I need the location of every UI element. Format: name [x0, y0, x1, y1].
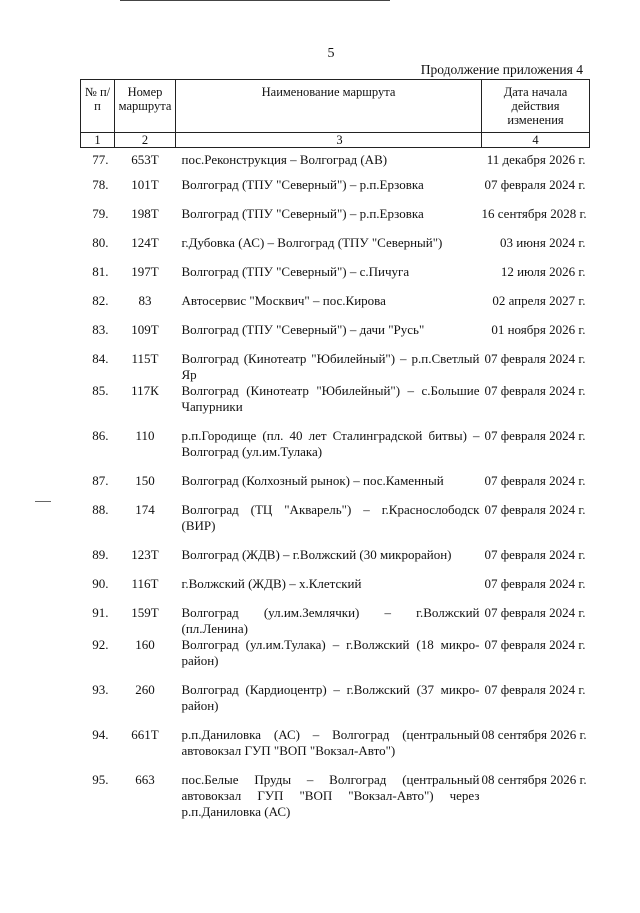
route-name: г.Волжский (ЖДВ) – х.Клетский: [181, 575, 362, 591]
table-row: [81, 383, 590, 428]
table-row: [81, 177, 590, 206]
table-row: [81, 148, 590, 177]
start-date: 08 сентября 2026 г.: [481, 726, 587, 742]
route-name: Волгоград (Кинотеатр "Юбилейный") – с.Большие Чапурники: [181, 382, 480, 414]
table-row: [81, 428, 590, 473]
route-code: 150: [135, 472, 155, 488]
table-row: [81, 206, 590, 235]
row-number: 81.: [92, 263, 109, 279]
route-name: Волгоград (Кардиоцентр) – г.Волжский (37 микро-район): [181, 681, 480, 713]
margin-mark: [35, 501, 51, 502]
row-number: 94.: [92, 726, 109, 742]
row-number: 86.: [92, 427, 109, 443]
table-row: [81, 351, 590, 383]
row-number: 87.: [92, 472, 109, 488]
table-row: [81, 264, 590, 293]
table-row: [81, 637, 590, 682]
row-number: 92.: [92, 636, 109, 652]
table-row: [81, 576, 590, 605]
route-code: 115Т: [131, 350, 159, 366]
table-row: [81, 682, 590, 727]
table-row: [81, 502, 590, 547]
route-name: Волгоград (ул.им.Землячки) – г.Волжский (пл.Ленина): [181, 604, 480, 636]
row-number: 83.: [92, 321, 109, 337]
start-date: 07 февраля 2024 г.: [484, 382, 586, 398]
start-date: 02 апреля 2027 г.: [492, 292, 586, 308]
row-number: 82.: [92, 292, 109, 308]
route-code: 117К: [131, 382, 159, 398]
route-code: 110: [135, 427, 155, 443]
row-number: 88.: [92, 501, 109, 517]
row-number: 78.: [92, 176, 109, 192]
column-index: 4: [482, 133, 590, 148]
table-row: [81, 547, 590, 576]
route-name: Волгоград (ТПУ "Северный") – дачи "Русь": [181, 321, 425, 337]
route-name: Волгоград (Колхозный рынок) – пос.Каменный: [181, 472, 444, 488]
routes-table: [80, 79, 590, 832]
route-code: 160: [135, 636, 155, 652]
route-name: г.Дубовка (АС) – Волгоград (ТПУ "Северный"): [181, 234, 443, 250]
start-date: 11 декабря 2026 г.: [486, 152, 586, 167]
route-code: 198Т: [131, 205, 159, 221]
column-header-start-date: Дата начала действия изменения: [482, 80, 590, 133]
route-name: р.п.Городище (пл. 40 лет Сталинградской битвы) – Волгоград (ул.им.Тулака): [181, 427, 480, 459]
column-index: 2: [115, 133, 176, 148]
route-code: 653Т: [131, 152, 159, 167]
table-row: [81, 772, 590, 832]
start-date: 07 февраля 2024 г.: [484, 575, 586, 591]
start-date: 07 февраля 2024 г.: [484, 681, 586, 697]
start-date: 07 февраля 2024 г.: [484, 636, 586, 652]
row-number: 91.: [92, 604, 109, 620]
row-number: 93.: [92, 681, 109, 697]
start-date: 07 февраля 2024 г.: [484, 501, 586, 517]
row-number: 80.: [92, 234, 109, 250]
route-name: Волгоград (ТЦ "Акварель") – г.Краснослободск (ВИР): [181, 501, 480, 533]
route-name: Волгоград (ТПУ "Северный") – р.п.Ерзовка: [181, 176, 424, 192]
column-header-route-name: Наименование маршрута: [176, 80, 482, 133]
route-code: 661Т: [131, 726, 159, 742]
row-number: 90.: [92, 575, 109, 591]
route-code: 159Т: [131, 604, 159, 620]
row-number: 95.: [92, 771, 109, 787]
row-number: 77.: [92, 152, 109, 167]
route-name: Волгоград (Кинотеатр "Юбилейный") – р.п.Светлый Яр: [181, 350, 480, 382]
start-date: 12 июля 2026 г.: [500, 263, 586, 279]
start-date: 07 февраля 2024 г.: [484, 546, 586, 562]
table-body: [81, 148, 590, 832]
route-name: р.п.Даниловка (АС) – Волгоград (центральный автовокзал ГУП "ВОП "Вокзал-Авто"): [181, 726, 480, 758]
route-name: Волгоград (ТПУ "Северный") – р.п.Ерзовка: [181, 205, 424, 221]
row-number: 84.: [92, 350, 109, 366]
table-row: [81, 727, 590, 772]
start-date: 07 февраля 2024 г.: [484, 350, 586, 366]
route-name: пос.Белые Пруды – Волгоград (центральный автовокзал ГУП "ВОП "Вокзал-Авто") через р.п.Даниловка (АС): [181, 771, 480, 819]
route-code: 109Т: [131, 321, 159, 337]
route-name: Волгоград (ЖДВ) – г.Волжский (30 микрорайон): [181, 546, 452, 562]
start-date: 08 сентября 2026 г.: [481, 771, 587, 787]
table-row: [81, 605, 590, 637]
page-number: 5: [327, 46, 335, 61]
column-index: 3: [176, 133, 482, 148]
column-header-number: № п/п: [81, 80, 115, 133]
start-date: 07 февраля 2024 г.: [484, 176, 586, 192]
start-date: 07 февраля 2024 г.: [484, 427, 586, 443]
column-index-row: [81, 133, 590, 148]
route-name: Волгоград (ул.им.Тулака) – г.Волжский (18 микро-район): [181, 636, 480, 668]
table-row: [81, 322, 590, 351]
table-row: [81, 293, 590, 322]
route-name: Волгоград (ТПУ "Северный") – с.Пичуга: [181, 263, 410, 279]
route-code: 124Т: [131, 234, 159, 250]
top-edge-line: [120, 0, 390, 1]
column-index: 1: [81, 133, 115, 148]
start-date: 07 февраля 2024 г.: [484, 472, 586, 488]
route-code: 663: [135, 771, 155, 787]
route-name: Автосервис "Москвич" – пос.Кирова: [181, 292, 386, 308]
table-header-row: [81, 80, 590, 133]
route-code: 116Т: [131, 575, 159, 591]
start-date: 07 февраля 2024 г.: [484, 604, 586, 620]
start-date: 16 сентября 2028 г.: [481, 205, 587, 221]
start-date: 01 ноября 2026 г.: [491, 321, 586, 337]
route-name: пос.Реконструкция – Волгоград (АВ): [181, 152, 388, 167]
table-row: [81, 473, 590, 502]
column-header-route-code: Номер маршрута: [115, 80, 176, 133]
start-date: 03 июня 2024 г.: [500, 234, 586, 250]
continuation-note: Продолжение приложения 4: [420, 62, 583, 77]
row-number: 79.: [92, 205, 109, 221]
route-code: 123Т: [131, 546, 159, 562]
route-code: 83: [138, 292, 152, 308]
route-code: 197Т: [131, 263, 159, 279]
route-code: 260: [135, 681, 155, 697]
row-number: 89.: [92, 546, 109, 562]
row-number: 85.: [92, 382, 109, 398]
route-code: 101Т: [131, 176, 159, 192]
route-code: 174: [135, 501, 155, 517]
table-row: [81, 235, 590, 264]
